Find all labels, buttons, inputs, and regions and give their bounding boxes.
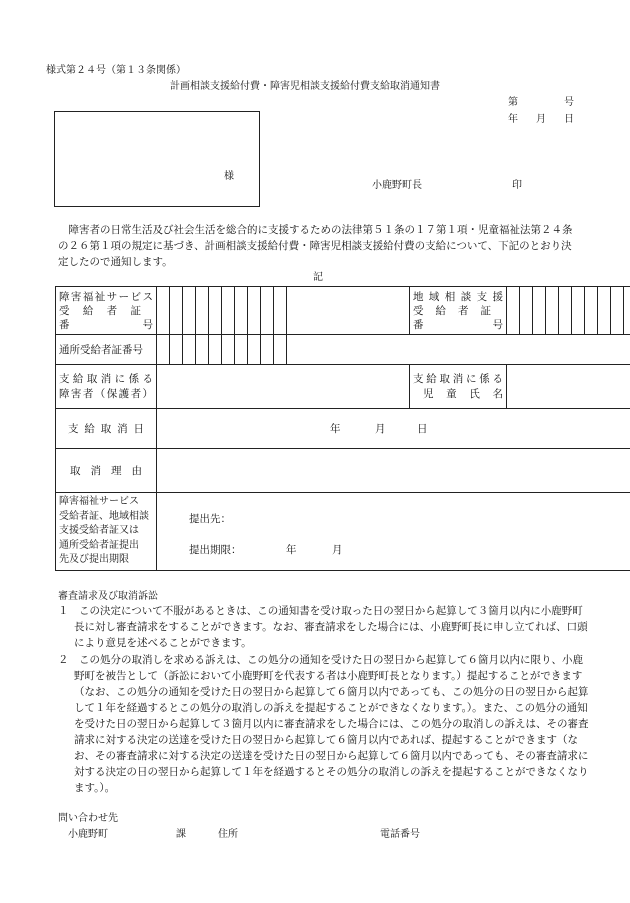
digit-cell[interactable] xyxy=(209,287,222,335)
honorific: 様 xyxy=(224,171,234,182)
digit-cell[interactable] xyxy=(546,287,559,335)
row-cancel-persons xyxy=(56,365,630,409)
notice-item-2: ２ この処分の取消しを求める訴えは、この処分の通知を受けた日の翌日から起算して６箇月以内に限り、小鹿野町を被告として（訴訟において小鹿野町を代表する者は小鹿野町長となります。）提起することができます（なお、この処分の通知を受けた日の翌日から起算して６箇月以内であっても、この処分の日の翌日から起算して１年を経過するとこの処分の取消しの訴えを提起することができなくなります。）。また、この処分の通知を受けた日の翌日から起算して３箇月以内に審査請求をした場合には、この処分の取消しの訴えは、その審査請求に対する決定の送達を受けた日の翌日から起算して６箇月以内であれば、提起することができます（なお、その審査請求に対する決定の送達を受けた日の翌日から起算して６箇月以内であっても、その審査請求に対する決定の日の翌日から起算して１年を経過するとその処分の取消しの訴えを提起することができなくなります。）。 xyxy=(58,654,589,794)
contact-town: 小鹿野町 xyxy=(68,829,108,840)
digit-cell[interactable] xyxy=(183,335,196,365)
digit-cell[interactable] xyxy=(611,287,624,335)
child-name-label: 支給取消に係る 児童氏名 xyxy=(410,365,507,409)
number-label: 第 xyxy=(508,97,518,108)
digit-cell[interactable] xyxy=(572,287,585,335)
digit-cell[interactable] xyxy=(222,287,235,335)
digit-cell[interactable] xyxy=(235,287,248,335)
notice-heading: 審査請求及び取消訴訟 xyxy=(58,591,158,602)
blank-cell xyxy=(287,287,410,335)
cancel-date-year: 年 xyxy=(330,423,341,435)
digit-cell[interactable] xyxy=(261,335,274,365)
digit-cell[interactable] xyxy=(274,287,287,335)
cancel-reason-label: 取消理由 xyxy=(56,449,157,493)
digit-cell[interactable] xyxy=(520,287,533,335)
document-title: 計画相談支援給付費・障害児相談支援給付費支給取消通知書 xyxy=(170,81,440,92)
number-suffix: 号 xyxy=(564,97,574,108)
cancel-reason-value[interactable] xyxy=(157,449,630,493)
digit-cell[interactable] xyxy=(157,287,170,335)
form-number: 様式第２４号（第１３条関係） xyxy=(46,65,186,76)
cancel-date-value[interactable] xyxy=(157,409,630,449)
blank-cell xyxy=(287,335,630,365)
intro-text: 障害者の日常生活及び社会生活を総合的に支援するための法律第５１条の１７第１項・児童福祉法第２４条の２６第１項の規定に基づき、計画相談支援給付費・障害児相談支援給付費の支給について、下記のとおり決定したので通知します。 xyxy=(58,224,573,268)
date-year: 年 xyxy=(508,114,518,125)
digit-cell[interactable] xyxy=(196,287,209,335)
cancel-date-label: 支給取消日 xyxy=(56,409,157,449)
digit-cell[interactable] xyxy=(274,335,287,365)
digit-cell[interactable] xyxy=(235,335,248,365)
submission-value[interactable] xyxy=(157,493,630,571)
submission-deadline: 提出期限： xyxy=(189,544,242,556)
cancel-date-day: 日 xyxy=(417,423,428,435)
deadline-month: 月 xyxy=(332,544,343,556)
welfare-number-label: 障害福祉サービス 受給者証 番号 xyxy=(56,287,157,335)
digit-cell[interactable] xyxy=(209,335,222,365)
ki-label: 記 xyxy=(313,272,323,283)
notice-item-1: １ この決定について不服があるときは、この通知書を受け取った日の翌日から起算して３箇月以内に小鹿野町長に対し審査請求をすることができます。なお、審査請求をした場合には、小鹿野町長に申し立てれば、口頭により意見を述べることができます。 xyxy=(58,605,588,649)
digit-cell[interactable] xyxy=(559,287,572,335)
digit-cell[interactable] xyxy=(222,335,235,365)
contact-phone: 電話番号 xyxy=(380,829,420,840)
row-cancel-date xyxy=(56,409,630,449)
row-submission xyxy=(56,493,630,571)
submission-label: 障害福祉サービス 受給者証、地域相談 支援受給者証又は 通所受給者証提出 先及び提出期限 xyxy=(56,493,157,571)
digit-cell[interactable] xyxy=(598,287,611,335)
form-table xyxy=(55,286,630,571)
digit-cell[interactable] xyxy=(624,287,630,335)
daycare-number-label: 通所受給者証番号 xyxy=(56,335,157,365)
digit-cell[interactable] xyxy=(248,287,261,335)
digit-cell[interactable] xyxy=(157,335,170,365)
contact-section: 課 xyxy=(176,829,186,840)
digit-cell[interactable] xyxy=(533,287,546,335)
guardian-value[interactable] xyxy=(157,365,410,409)
digit-cell[interactable] xyxy=(248,335,261,365)
contact-heading: 問い合わせ先 xyxy=(58,813,118,824)
addressee-box xyxy=(54,111,260,207)
date-day: 日 xyxy=(564,114,574,125)
deadline-year: 年 xyxy=(286,544,297,556)
issuer-name: 小鹿野町長 xyxy=(372,180,422,191)
digit-cell[interactable] xyxy=(261,287,274,335)
row-cancel-reason xyxy=(56,449,630,493)
guardian-label: 支給取消に係る 障害者（保護者） xyxy=(56,365,157,409)
community-number-label: 地域相談支援 受給者証 番号 xyxy=(410,287,507,335)
submission-destination: 提出先： xyxy=(189,513,231,525)
digit-cell[interactable] xyxy=(183,287,196,335)
digit-cell[interactable] xyxy=(170,287,183,335)
date-month: 月 xyxy=(536,114,546,125)
digit-cell[interactable] xyxy=(196,335,209,365)
row-recipient-numbers xyxy=(56,287,630,335)
seal-mark: 印 xyxy=(512,180,522,191)
digit-cell[interactable] xyxy=(507,287,520,335)
digit-cell[interactable] xyxy=(585,287,598,335)
child-name-value[interactable] xyxy=(507,365,630,409)
digit-cell[interactable] xyxy=(170,335,183,365)
row-daycare-number xyxy=(56,335,630,365)
cancel-date-month: 月 xyxy=(375,423,386,435)
contact-address: 住所 xyxy=(218,829,238,840)
